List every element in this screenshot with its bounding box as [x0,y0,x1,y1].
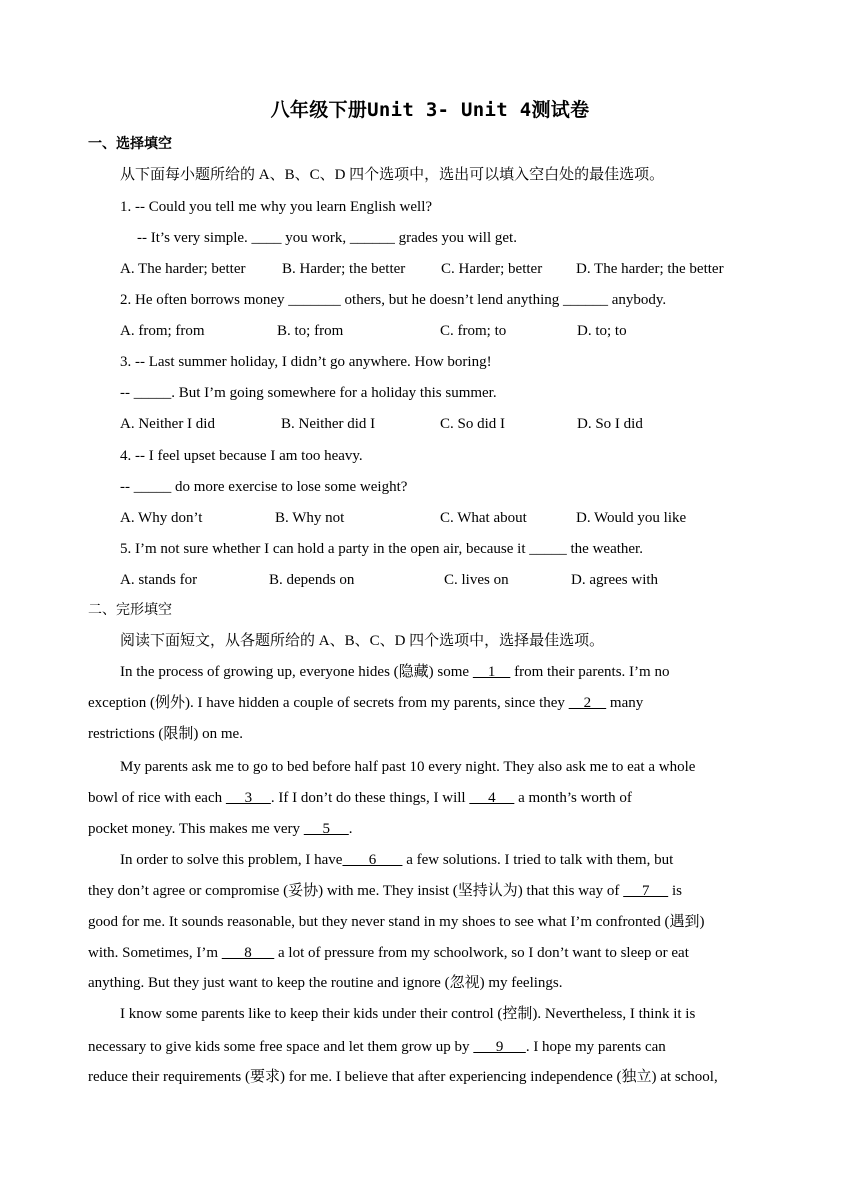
question-2-option-c: C. from; to [440,323,507,339]
question-2-option-d: D. to; to [577,323,627,339]
cloze-text: necessary to give kids some free space and let them grow up by [88,1039,474,1055]
question-1-option-a: A. The harder; better [120,261,246,277]
cloze-paragraph-4-line-1: I know some parents like to keep their kids under their control (控制). Nevertheless, I think it is [120,1006,696,1022]
question-3-option-a: A. Neither I did [120,416,215,432]
cloze-paragraph-3-line-2 [88,881,682,901]
cloze-paragraph-3-line-5: anything. But they just want to keep the routine and ignore (忽视) my feelings. [88,975,563,991]
question-3-option-b: B. Neither did I [281,416,376,432]
cloze-text: many [606,695,644,711]
cloze-paragraph-2-line-1: My parents ask me to go to bed before half past 10 every night. They also ask me to eat a whole [120,759,696,775]
cloze-text: In the process of growing up, everyone hides (隐藏) some [120,664,473,680]
cloze-paragraph-3-line-1 [120,850,673,870]
cloze-paragraph-4-line-3: reduce their requirements (要求) for me. I believe that after experiencing independence (独立) at school, [88,1069,718,1085]
cloze-paragraph-1-line-3: restrictions (限制) on me. [88,726,243,742]
question-1-option-b: B. Harder; the better [282,261,406,277]
cloze-blank-8: 8 [221,945,275,961]
cloze-text: bowl of rice with each [88,790,226,806]
section2-instruction: 阅读下面短文，从各题所给的 A、B、C、D 四个选项中，选择最佳选项。 [120,633,605,649]
question-2-option-b: B. to; from [277,323,344,339]
question-5-option-a: A. stands for [120,572,198,588]
question-5-option-b: B. depends on [269,572,355,588]
cloze-blank-2: 2 [568,695,607,711]
cloze-paragraph-4-line-2 [88,1037,666,1057]
cloze-blank-3: 3 [225,790,271,806]
cloze-text: with. Sometimes, I’m [88,945,222,961]
section1-instruction: 从下面每小题所给的 A、B、C、D 四个选项中，选出可以填入空白处的最佳选项。 [120,167,665,183]
cloze-text: from their parents. I’m no [510,664,670,680]
cloze-text: pocket money. This makes me very [88,821,304,837]
cloze-paragraph-1-line-1 [120,662,669,682]
cloze-blank-4: 4 [469,790,515,806]
cloze-paragraph-2-line-2 [88,788,632,808]
cloze-text: a month’s worth of [514,790,632,806]
cloze-paragraph-1-line-2 [88,693,643,713]
question-1-line-1: 1. -- Could you tell me why you learn English well? [120,199,433,215]
cloze-text: In order to solve this problem, I have [120,852,343,868]
cloze-text: . I hope my parents can [525,1039,666,1055]
question-4-line-2: -- _____ do more exercise to lose some weight? [120,479,408,495]
question-2-option-a: A. from; from [120,323,205,339]
question-4-option-c: C. What about [440,510,527,526]
question-4-option-d: D. Would you like [576,510,687,526]
cloze-paragraph-2-line-3 [88,819,353,839]
cloze-paragraph-3-line-3: good for me. It sounds reasonable, but they never stand in my shoes to see what I’m confronted (遇到) [88,914,705,930]
question-2-line-1: 2. He often borrows money _______ others, but he doesn’t lend anything ______ anybody. [120,292,667,308]
question-3-line-1: 3. -- Last summer holiday, I didn’t go anywhere. How boring! [120,354,492,370]
cloze-text: they don’t agree or compromise (妥协) with me. They insist (坚持认为) that this way of [88,883,624,899]
question-3-line-2: -- _____. But I’m going somewhere for a holiday this summer. [120,385,497,401]
question-5-line-1: 5. I’m not sure whether I can hold a party in the open air, because it _____ the weather. [120,541,643,557]
section2-heading: 二、完形填空 [88,602,172,618]
question-5-option-c: C. lives on [444,572,509,588]
cloze-blank-6: 6 [342,852,403,868]
question-1-option-c: C. Harder; better [441,261,543,277]
cloze-blank-5: 5 [303,821,349,837]
question-4-option-a: A. Why don’t [120,510,203,526]
section1-heading: 一、选择填空 [88,136,172,152]
cloze-paragraph-3-line-4 [88,943,689,963]
cloze-text: exception (例外). I have hidden a couple of secrets from my parents, since they [88,695,569,711]
question-3-option-d: D. So I did [577,416,643,432]
question-4-line-1: 4. -- I feel upset because I am too heavy. [120,448,363,464]
cloze-text: . [348,821,353,837]
cloze-blank-9: 9 [473,1039,526,1055]
question-4-option-b: B. Why not [275,510,345,526]
cloze-text: a lot of pressure from my schoolwork, so I don’t want to sleep or eat [274,945,689,961]
cloze-blank-1: 1 [472,664,511,680]
page-title: 八年级下册Unit 3- Unit 4测试卷 [270,99,590,121]
cloze-blank-7: 7 [623,883,669,899]
cloze-text: . If I don’t do these things, I will [270,790,470,806]
question-1-line-2: -- It’s very simple. ____ you work, ______ grades you will get. [137,230,517,246]
question-3-option-c: C. So did I [440,416,506,432]
cloze-text: a few solutions. I tried to talk with them, but [402,852,674,868]
question-1-option-d: D. The harder; the better [576,261,724,277]
cloze-text: is [668,883,682,899]
question-5-option-d: D. agrees with [571,572,659,588]
